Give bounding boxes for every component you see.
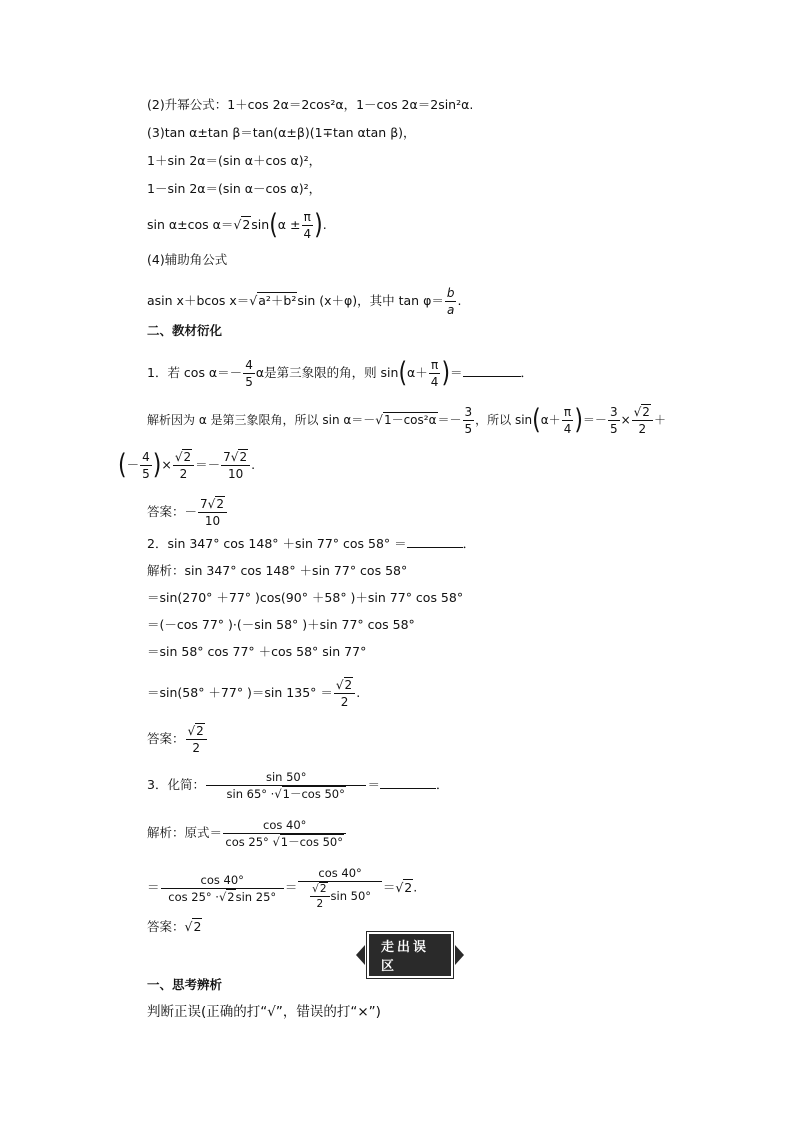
answer-1: 答案：－ $\frac{7√2}{10}$ bbox=[147, 497, 228, 528]
section-badge-pitfalls: 走出误区 bbox=[356, 944, 464, 966]
fraction: $\frac{√2}{2}$ bbox=[186, 724, 207, 755]
formula-auxiliary-angle: asin x＋bcos x＝√a²＋b²sin (x＋φ)，其中 tan φ＝ $\frac{b}{a}$ . bbox=[147, 286, 462, 317]
section-heading-reflection: 一、思考辨析 bbox=[147, 977, 223, 992]
question-1: 1．若 cos α＝－ $\frac{4}{5}$ α是第三象限的角，则 sin(α＋ $\frac{\pi}{4}$ )＝ ． bbox=[147, 357, 534, 389]
sqrt: √2 bbox=[395, 879, 413, 895]
solution-2-line-4: ＝sin 58° cos 77° ＋cos 58° sin 77° bbox=[147, 644, 367, 659]
sqrt: √a²＋b² bbox=[249, 293, 297, 308]
solution-3-line-1: 解析：原式＝ $\frac{\cos 40^\circ}{\cos 25^\circ √1-\cos 50^\circ}$ bbox=[147, 818, 347, 849]
solution-3-line-2: ＝ $\frac{\cos 40^\circ}{\cos 25^\circ \cdot√2\sin 25^\circ}$ ＝ cos 40° $\frac{√2}{2}$ sin 50° ＝√2. bbox=[147, 866, 418, 910]
formula-one-plus-sin: 1＋sin 2α＝(sin α＋cos α)²， bbox=[147, 153, 322, 168]
answer-blank[interactable] bbox=[380, 776, 436, 789]
solution-1-line-2: (－ $\frac{4}{5}$ )× $\frac{√2}{2}$ ＝－ $\frac{7√2}{10}$ . bbox=[118, 449, 256, 481]
solution-1-line-1: 解析因为 α 是第三象限角，所以 sin α＝－√1－cos²α＝－ $\frac{3}{5}$ ，所以 sin(α＋ $\frac{\pi}{4}$ )＝－ $\frac{3}{5}$ × $\frac{√2}{2}$ ＋ bbox=[147, 404, 666, 436]
instruction-true-false: 判断正误(正确的打“√”，错误的打“×”) bbox=[147, 1004, 381, 1020]
heading-auxiliary-angle: (4)辅助角公式 bbox=[147, 252, 228, 267]
fraction: $\frac{3}{5}$ bbox=[464, 405, 473, 436]
solution-2-line-2: ＝sin(270° ＋77° )cos(90° ＋58° )＋sin 77° cos 58° bbox=[147, 590, 464, 605]
chevron-left-icon bbox=[356, 945, 365, 965]
chevron-right-icon bbox=[455, 945, 464, 965]
question-2: 2．sin 347° cos 148° ＋sin 77° cos 58° ＝ ． bbox=[147, 536, 476, 551]
solution-2-line-5: ＝sin(58° ＋77° )＝sin 135° ＝ $\frac{√2}{2}$ . bbox=[147, 678, 361, 709]
fraction: $\frac{4}{5}$ bbox=[142, 450, 150, 481]
answer-blank[interactable] bbox=[407, 535, 463, 548]
formula-power-raising: (2)升幂公式：1＋cos 2α＝2cos²α，1－cos 2α＝2sin²α. bbox=[147, 97, 474, 112]
fraction: $\frac{\cos 40^\circ}{\cos 25^\circ √1-\cos 50^\circ}$ bbox=[223, 818, 346, 849]
fraction: $\frac{√2}{2}$ bbox=[334, 678, 355, 709]
formula-tan-sum: (3)tan α±tan β＝tan(α±β)(1∓tan αtan β)， bbox=[147, 125, 416, 140]
question-3: 3．化简： $\frac{\sin 50^\circ}{\sin 65^\circ \cdot√1-\cos 50^\circ}$ ＝ ． bbox=[147, 770, 449, 801]
answer-2: 答案： $\frac{√2}{2}$ bbox=[147, 724, 208, 755]
fraction: $\frac{\pi}{4}$ bbox=[303, 210, 312, 241]
fraction: $\frac{\pi}{4}$ bbox=[563, 405, 572, 436]
fraction: cos 40° $\frac{√2}{2}$ sin 50° bbox=[298, 866, 381, 910]
fraction: $\frac{\sin 50^\circ}{\sin 65^\circ \cdot√1-\cos 50^\circ}$ bbox=[206, 770, 367, 801]
formula-one-minus-sin: 1－sin 2α＝(sin α－cos α)²， bbox=[147, 181, 322, 196]
fraction: $\frac{7√2}{10}$ bbox=[221, 450, 250, 481]
answer-3: 答案：√2 bbox=[147, 919, 202, 934]
fraction: $\frac{√2}{2}$ bbox=[632, 405, 653, 436]
section-heading-textbook: 二、教材衍化 bbox=[147, 323, 223, 338]
answer-blank[interactable] bbox=[463, 364, 521, 377]
fraction: $\frac{7√2}{10}$ bbox=[198, 497, 227, 528]
sqrt: √1－cos²α bbox=[375, 413, 437, 427]
fraction: $\frac{\cos 40^\circ}{\cos 25^\circ \cdot√2\sin 25^\circ}$ bbox=[161, 873, 284, 904]
solution-2-line-1: 解析：sin 347° cos 148° ＋sin 77° cos 58° bbox=[147, 563, 408, 578]
fraction: $\frac{b}{a}$ bbox=[446, 286, 455, 317]
solution-2-line-3: ＝(－cos 77° )·(－sin 58° )＋sin 77° cos 58° bbox=[147, 617, 415, 632]
fraction: $\frac{√2}{2}$ bbox=[173, 450, 194, 481]
sqrt: √2 bbox=[184, 919, 202, 934]
fraction: $\frac{3}{5}$ bbox=[609, 405, 618, 436]
sqrt: √2 bbox=[233, 217, 251, 232]
fraction: $\frac{\pi}{4}$ bbox=[430, 358, 439, 389]
fraction: $\frac{4}{5}$ bbox=[245, 358, 253, 389]
formula-sin-plus-cos: sin α±cos α＝√2sin(α ± $\frac{\pi}{4}$ ). bbox=[147, 209, 327, 241]
